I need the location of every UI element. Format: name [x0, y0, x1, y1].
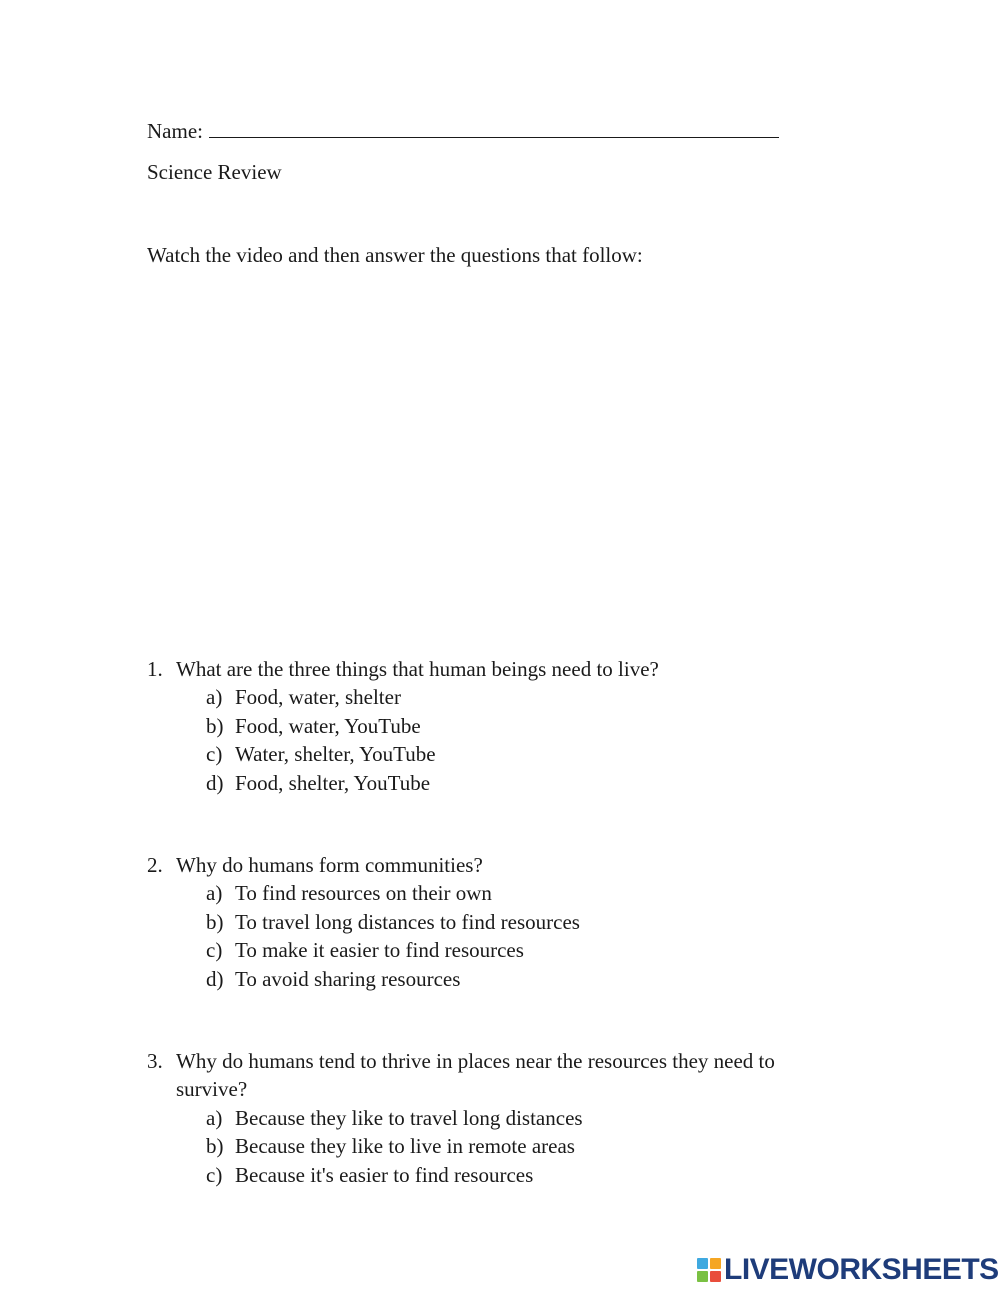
answer-option-b[interactable] [147, 1132, 836, 1160]
option-letter: c) [206, 1162, 223, 1187]
option-letter: b) [206, 909, 224, 934]
answer-option-b[interactable] [147, 908, 836, 936]
answer-options [147, 683, 836, 797]
logo-tiles-icon [697, 1258, 721, 1282]
question-2 [147, 851, 836, 993]
question-number: 1. [147, 657, 163, 681]
option-letter: a) [206, 685, 223, 710]
option-letter: b) [206, 713, 224, 738]
answer-option-d[interactable] [147, 769, 836, 797]
answer-option-c[interactable] [147, 1161, 836, 1189]
option-text: To avoid sharing resources [235, 966, 461, 991]
answer-option-a[interactable] [147, 683, 836, 711]
answer-option-a[interactable] [147, 879, 836, 907]
worksheet-subtitle: Science Review [147, 160, 282, 184]
option-letter: c) [206, 742, 223, 767]
logo-text: LIVEWORKSHEETS [724, 1253, 999, 1286]
question-text: What are the three things that human beings need to live? [176, 657, 659, 681]
instructions: Watch the video and then answer the questions that follow: [147, 243, 643, 267]
option-text: Water, shelter, YouTube [235, 742, 436, 767]
name-label: Name: [147, 119, 203, 143]
logo-tile-2 [710, 1258, 721, 1269]
name-line [147, 117, 779, 144]
question-text: Why do humans form communities? [176, 853, 483, 877]
option-text: Because they like to live in remote areas [235, 1134, 575, 1159]
option-text: Because they like to travel long distances [235, 1105, 583, 1130]
question-number: 3. [147, 1049, 163, 1073]
answer-options [147, 879, 836, 993]
option-letter: c) [206, 938, 223, 963]
name-blank-field[interactable] [209, 117, 779, 138]
option-letter: a) [206, 881, 223, 906]
answer-option-c[interactable] [147, 740, 836, 768]
logo-tile-1 [697, 1258, 708, 1269]
option-letter: b) [206, 1134, 224, 1159]
liveworksheets-logo [697, 1255, 999, 1285]
option-text: Food, water, shelter [235, 685, 401, 710]
logo-tile-3 [697, 1271, 708, 1282]
option-letter: d) [206, 966, 224, 991]
answer-options [147, 1104, 836, 1189]
answer-option-a[interactable] [147, 1104, 836, 1132]
option-letter: a) [206, 1105, 223, 1130]
question-text: Why do humans tend to thrive in places near the resources they need to survive? [176, 1049, 775, 1102]
option-text: Food, shelter, YouTube [235, 770, 431, 795]
answer-option-c[interactable] [147, 936, 836, 964]
option-text: To make it easier to find resources [235, 938, 524, 963]
question-1 [147, 655, 836, 797]
answer-option-d[interactable] [147, 965, 836, 993]
video-area[interactable] [147, 295, 847, 635]
option-text: To travel long distances to find resources [235, 909, 580, 934]
answer-option-b[interactable] [147, 712, 836, 740]
option-text: Food, water, YouTube [235, 713, 421, 738]
option-text: Because it's easier to find resources [235, 1162, 534, 1187]
option-text: To find resources on their own [235, 881, 492, 906]
question-3 [147, 1047, 836, 1189]
question-number: 2. [147, 853, 163, 877]
logo-tile-4 [710, 1271, 721, 1282]
option-letter: d) [206, 770, 224, 795]
